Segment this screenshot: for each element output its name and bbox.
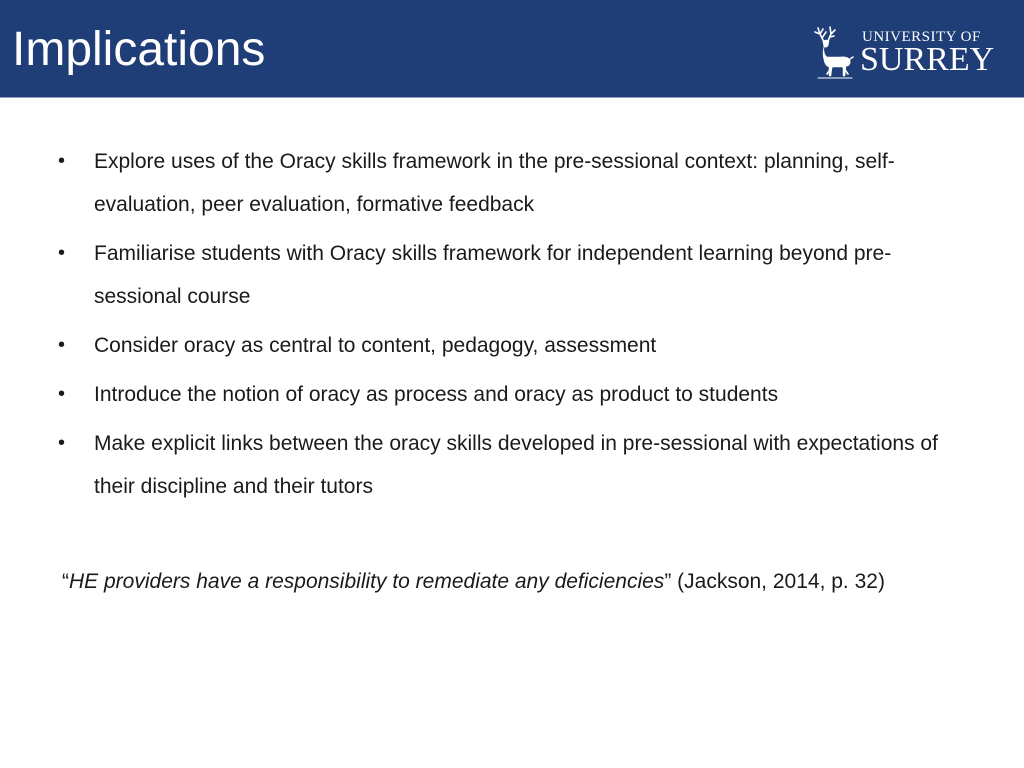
bullet-item	[58, 422, 978, 508]
quote-open-mark: “	[62, 570, 69, 593]
stag-icon	[810, 24, 856, 82]
bullet-item	[58, 140, 978, 226]
bullet-text: Introduce the notion of oracy as process and oracy as product to students	[94, 383, 779, 406]
bullet-text: Consider oracy as central to content, pedagogy, assessment	[94, 334, 657, 357]
bullet-list	[58, 140, 978, 514]
bullet-text: Make explicit links between the oracy skills developed in pre-sessional with expectations of their discipline and their tutors	[94, 432, 938, 498]
logo-text-university-of: UNIVERSITY OF	[862, 29, 981, 45]
logo-text-surrey: SURREY	[860, 41, 995, 78]
bullet-marker: •	[58, 242, 66, 264]
bullet-text: Explore uses of the Oracy skills framework in the pre-sessional context: planning, self-evaluation, peer evaluation, formative feedback	[94, 150, 895, 216]
bullet-marker: •	[58, 383, 66, 405]
university-logo	[810, 24, 995, 82]
quote-close-mark: ”	[664, 570, 672, 593]
header-bar	[0, 0, 1024, 98]
quote-line	[62, 562, 1002, 602]
bullet-item	[58, 232, 978, 318]
bullet-marker: •	[58, 432, 66, 454]
bullet-marker: •	[58, 334, 66, 356]
quote-citation: (Jackson, 2014, p. 32)	[671, 570, 885, 593]
quote-text: HE providers have a responsibility to remediate any deficiencies	[69, 570, 665, 593]
bullet-item	[58, 324, 978, 367]
slide-title: Implications	[12, 23, 266, 76]
bullet-marker: •	[58, 150, 66, 172]
bullet-text: Familiarise students with Oracy skills framework for independent learning beyond pre-sessional course	[94, 242, 892, 308]
bullet-item	[58, 373, 978, 416]
